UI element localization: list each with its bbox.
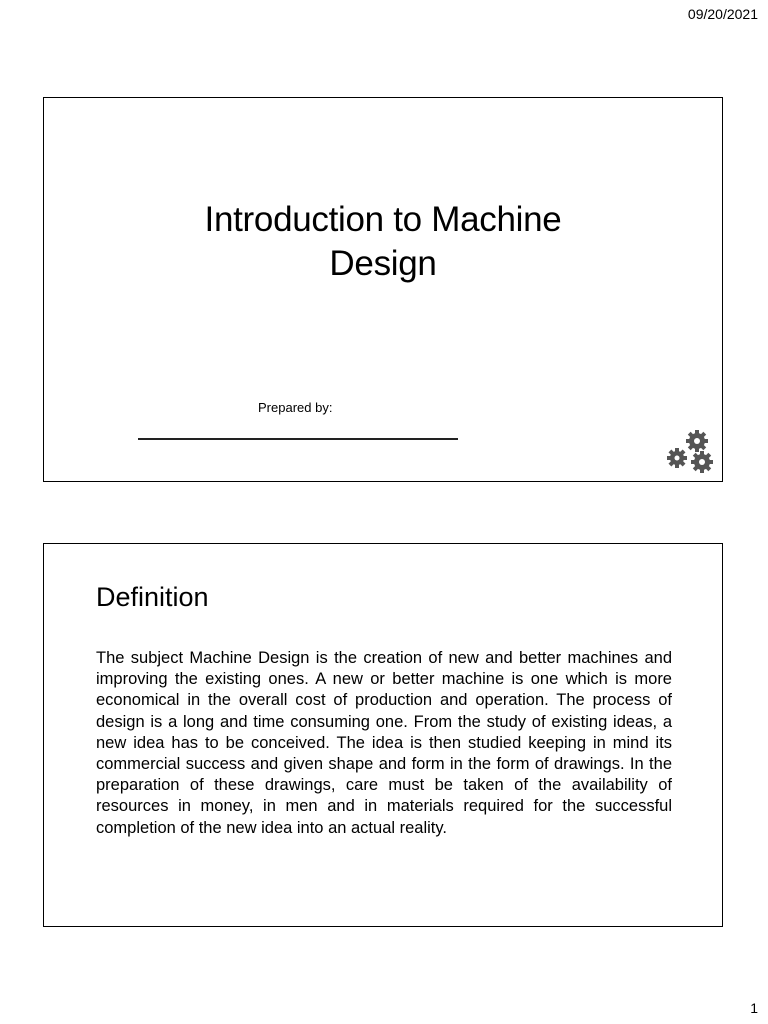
prepared-by-label: Prepared by: [258, 400, 333, 415]
slide-title [104, 198, 662, 286]
slide-title-line-1: Introduction to Machine [204, 200, 562, 239]
title-slide [43, 97, 723, 482]
definition-slide [43, 543, 723, 927]
definition-paragraph: The subject Machine Design is the creation of new and better machines and improving the existing ones. A new or better machine is one which is more economical in the overall cost of production and operation. The process of design is a long and time consuming one. From the study of existing ideas, a new idea has to be conceived. The idea is then studied keeping in mind its commercial success and given shape and form in the form of drawings. In the preparation of these drawings, care must be taken of the availability of resources in money, in men and in materials required for the successful completion of the new idea into an actual reality. [96, 649, 672, 837]
slide-title-line-2: Design [329, 244, 437, 283]
section-heading: Definition [96, 582, 209, 612]
page-number: 1 [750, 1000, 758, 1016]
print-date: 09/20/2021 [687, 6, 758, 22]
signature-line [138, 438, 458, 440]
gears-icon [664, 429, 716, 475]
